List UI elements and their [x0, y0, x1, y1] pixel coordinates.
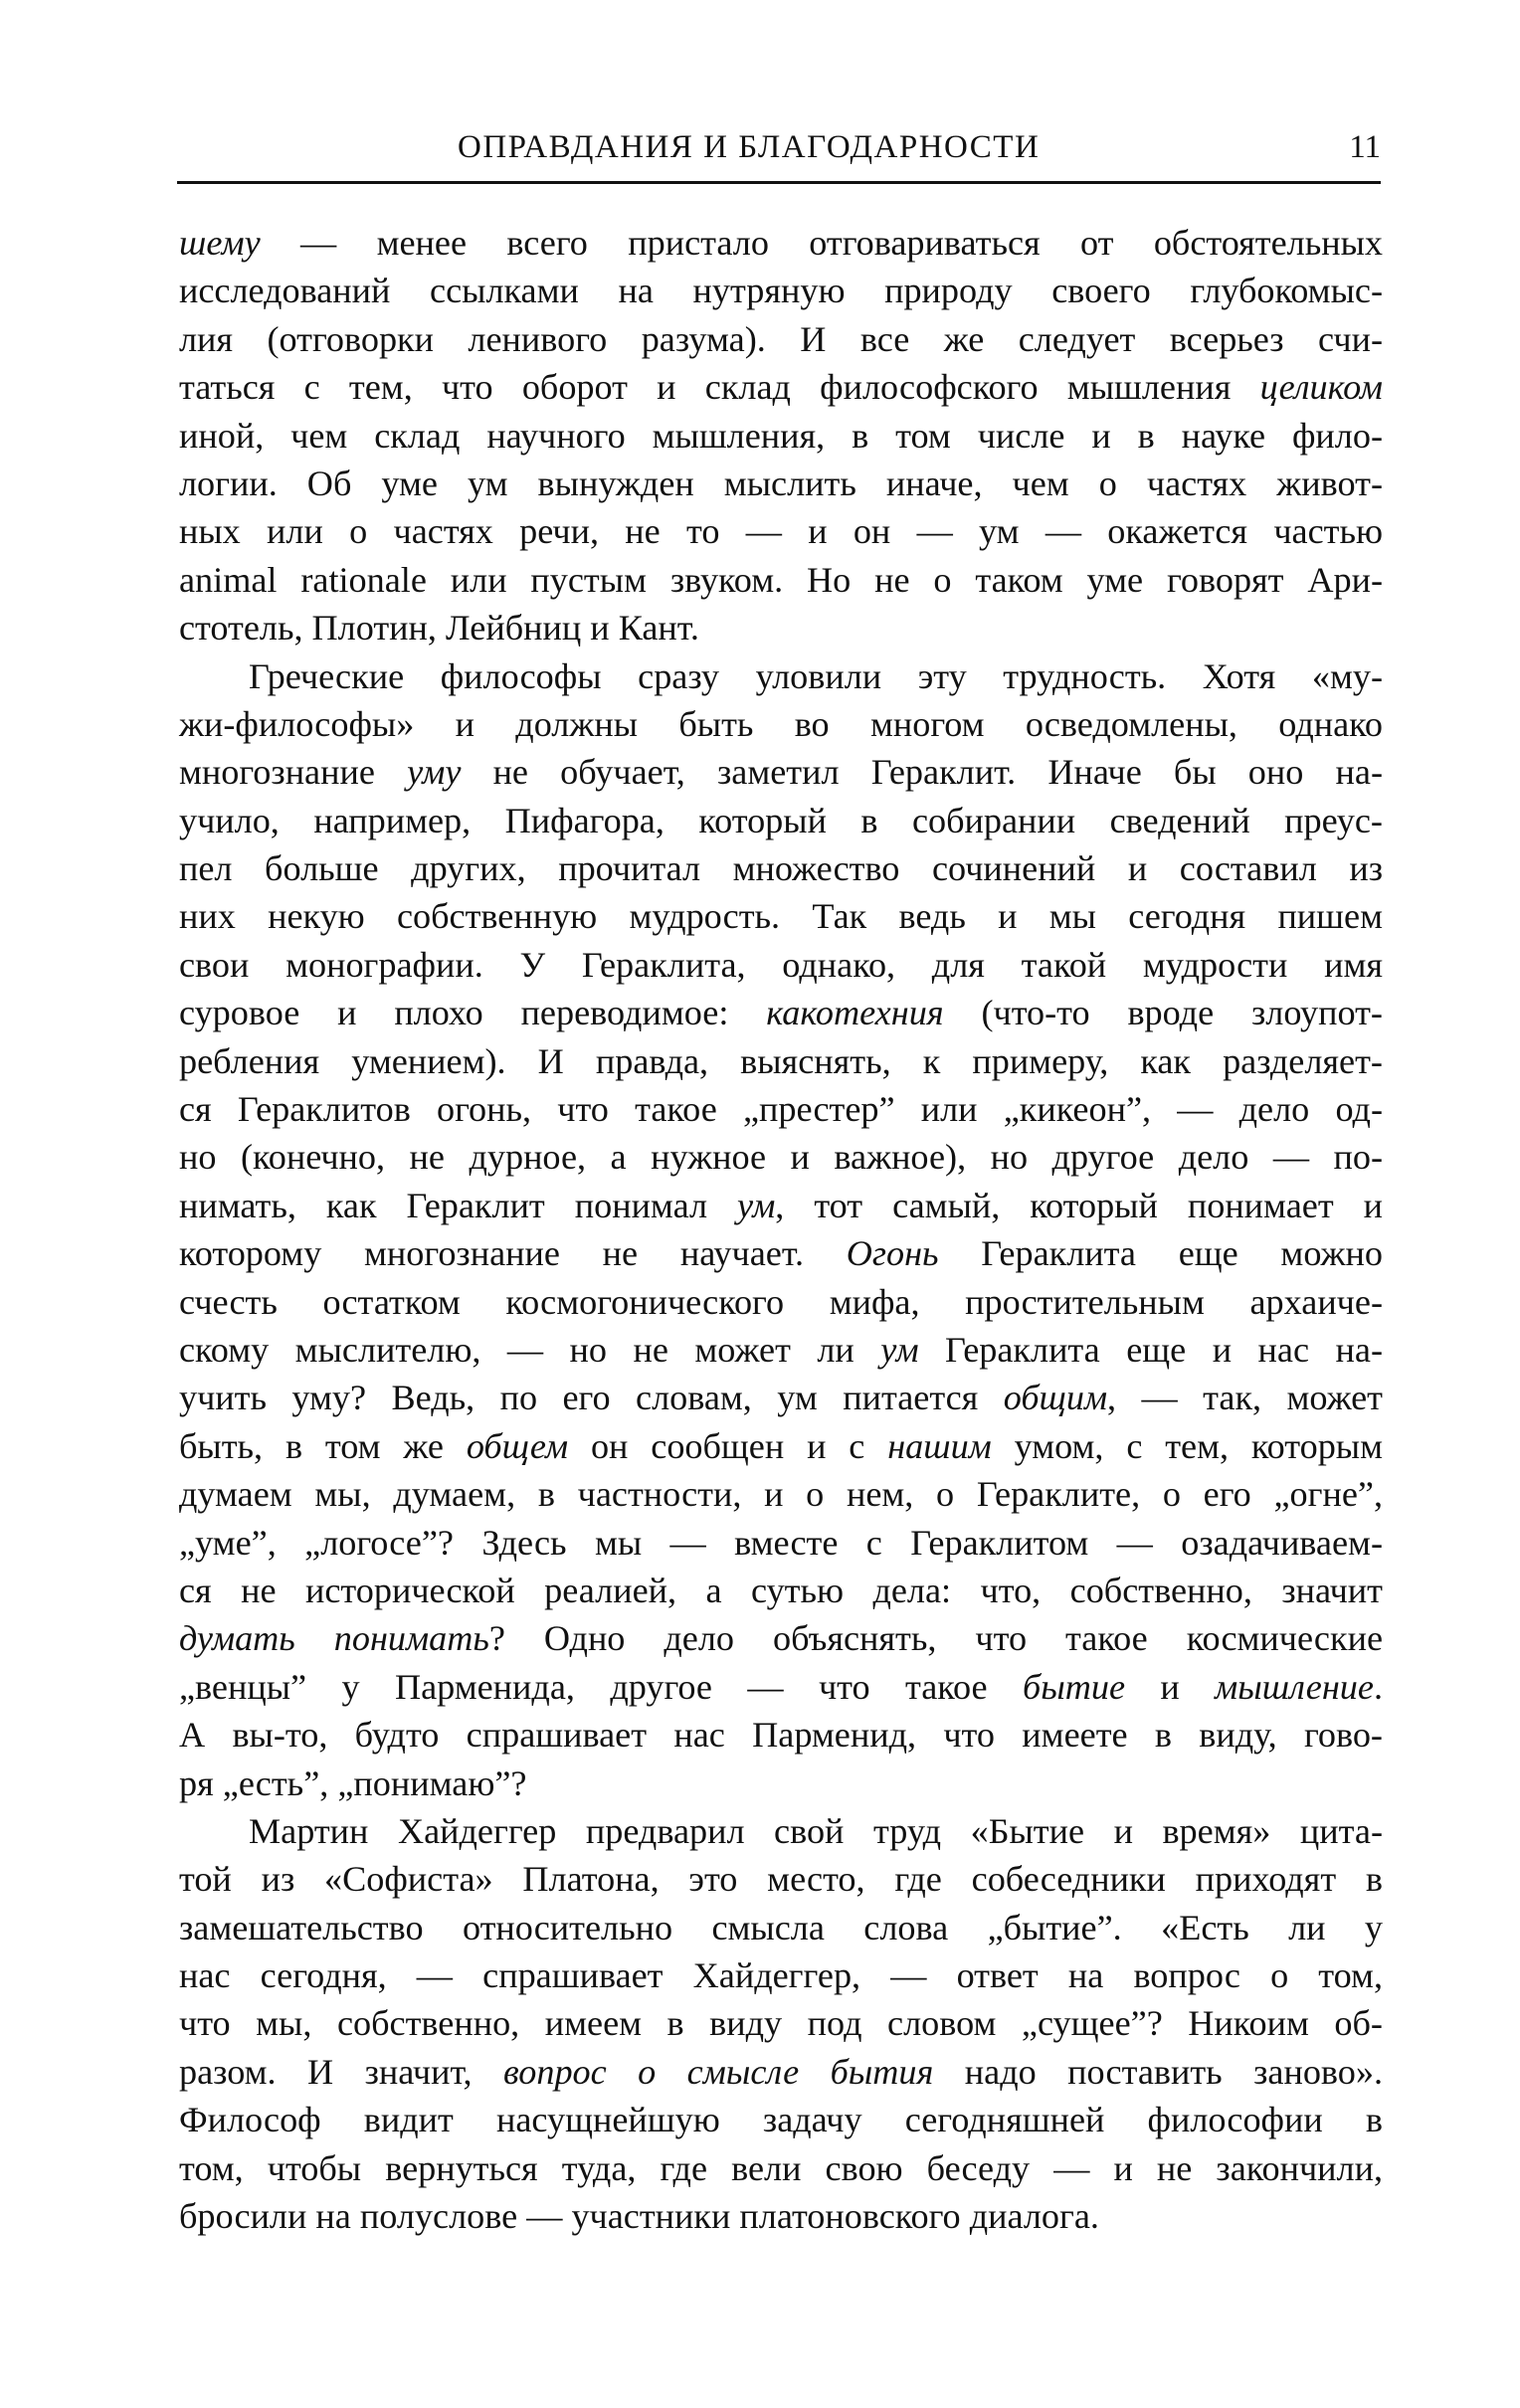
- text-line: [179, 1326, 1383, 1374]
- text-run: думаем мы, думаем, в частности, и о нем, о Гераклите, о его „огне”,: [179, 1474, 1383, 1515]
- italic-text: ум: [880, 1329, 919, 1370]
- text-line: [179, 941, 1383, 989]
- running-header: [177, 117, 1381, 184]
- text-run: той из «Софиста» Платона, это место, где собеседники приходят в: [179, 1859, 1383, 1900]
- italic-text: общим: [1003, 1378, 1108, 1418]
- text-run: А вы-то, будто спрашивает нас Парменид, что имеете в виду, гово-: [179, 1715, 1383, 1756]
- text-run: .: [1373, 1666, 1383, 1707]
- text-line: [179, 1519, 1383, 1567]
- text-run: умом, с тем, которым: [991, 1425, 1384, 1466]
- text-run: исследований ссылками на нутряную природу своего глубокомыс-: [179, 271, 1383, 311]
- text-line: [179, 989, 1383, 1036]
- text-line: [179, 1760, 1383, 1807]
- text-run: которому многознание не научает.: [179, 1233, 847, 1274]
- text-line: [179, 748, 1383, 796]
- text-line: [179, 1229, 1383, 1277]
- text-run: них некую собственную мудрость. Так ведь и мы сегодня пишем: [179, 896, 1383, 937]
- text-run: Гераклита еще и нас на-: [918, 1329, 1383, 1370]
- text-line: [179, 219, 1383, 267]
- text-run: жи-философы» и должны быть во многом осведомлены, однако: [179, 703, 1383, 744]
- text-line: [179, 844, 1383, 892]
- text-line: [179, 2048, 1383, 2096]
- running-title: ОПРАВДАНИЯ И БЛАГОДАРНОСТИ: [458, 129, 1041, 165]
- text-run: счесть остатком космогонического мифа, простительным архаиче-: [179, 1281, 1383, 1322]
- text-line: [179, 797, 1383, 844]
- italic-text: Огонь: [846, 1233, 939, 1274]
- text-run: учило, например, Пифагора, который в собирании сведений преус-: [179, 800, 1383, 840]
- text-run: иной, чем склад научного мышления, в том числе и в науке фило-: [179, 415, 1383, 456]
- text-line: [179, 700, 1383, 748]
- text-run: , — так, может: [1107, 1378, 1383, 1418]
- text-line: [179, 1614, 1383, 1662]
- text-run: Философ видит насущнейшую задачу сегодняшней философии в: [179, 2100, 1383, 2140]
- text-run: ребления умением). И правда, выяснять, к примеру, как разделяет-: [179, 1040, 1383, 1081]
- text-run: том, чтобы вернуться туда, где вели свою беседу — и не закончили,: [179, 2147, 1383, 2188]
- text-run: не обучает, заметил Гераклит. Иначе бы оно на-: [461, 752, 1383, 793]
- text-run: Гераклита еще можно: [938, 1233, 1383, 1274]
- text-run: ря „есть”, „понимаю”?: [179, 1762, 527, 1803]
- italic-text: вопрос о смысле бытия: [503, 2051, 934, 2092]
- italic-text: шему: [179, 223, 261, 263]
- text-line: [179, 1711, 1383, 1759]
- text-run: ных или о частях речи, не то — и он — ум — окажется частью: [179, 511, 1383, 552]
- text-run: скому мыслителю, — но не может ли: [179, 1329, 881, 1370]
- text-run: надо поставить заново».: [933, 2051, 1383, 2092]
- italic-text: мышление: [1215, 1666, 1374, 1707]
- text-line: [179, 892, 1383, 940]
- text-run: свои монографии. У Гераклита, однако, для такой мудрости имя: [179, 944, 1383, 985]
- text-line: [179, 2192, 1383, 2240]
- text-line: [179, 412, 1383, 460]
- text-line: [179, 1904, 1383, 1951]
- text-line: [179, 556, 1383, 604]
- text-line: [179, 604, 1383, 651]
- text-line: [179, 1567, 1383, 1614]
- text-run: и: [1125, 1666, 1216, 1707]
- text-line: [179, 1085, 1383, 1133]
- text-line: [179, 1278, 1383, 1326]
- text-run: ся Гераклитов огонь, что такое „престер” или „кикеон”, — дело од-: [179, 1089, 1383, 1130]
- italic-text: ум: [737, 1185, 776, 1225]
- text-line: [179, 1663, 1383, 1711]
- text-run: „уме”, „логосе”? Здесь мы — вместе с Гераклитом — озадачиваем-: [179, 1522, 1383, 1563]
- italic-text: целиком: [1259, 367, 1383, 408]
- text-line: [179, 507, 1383, 555]
- italic-text: какотехния: [766, 993, 944, 1033]
- text-run: нас сегодня, — спрашивает Хайдеггер, — ответ на вопрос о том,: [179, 1955, 1383, 1996]
- text-run: (что-то вроде злоупот-: [943, 993, 1383, 1033]
- italic-text: уму: [407, 752, 462, 793]
- text-line: [179, 1855, 1383, 1903]
- text-line: [179, 1470, 1383, 1518]
- text-line: [179, 1182, 1383, 1229]
- italic-text: бытие: [1023, 1666, 1126, 1707]
- italic-text: думать понимать: [179, 1618, 489, 1659]
- text-line: [179, 1374, 1383, 1421]
- text-run: таться с тем, что оборот и склад философского мышления: [179, 367, 1260, 408]
- text-line: [179, 267, 1383, 314]
- text-run: — менее всего пристало отговариваться от обстоятельных: [260, 223, 1383, 263]
- text-run: Греческие философы сразу уловили эту трудность. Хотя «му-: [249, 655, 1383, 696]
- text-run: , тот самый, который понимает и: [775, 1185, 1383, 1225]
- text-run: он сообщен и с: [568, 1425, 888, 1466]
- text-run: учить уму? Ведь, по его словам, ум питается: [179, 1378, 1004, 1418]
- text-line: [179, 460, 1383, 507]
- italic-text: нашим: [887, 1425, 992, 1466]
- text-run: логии. Об уме ум вынужден мыслить иначе, чем о частях живот-: [179, 463, 1383, 503]
- text-line: [179, 1133, 1383, 1181]
- text-run: „венцы” у Парменида, другое — что такое: [179, 1666, 1024, 1707]
- text-line: [179, 652, 1383, 700]
- text-run: стотель, Плотин, Лейбниц и Кант.: [179, 608, 699, 648]
- text-run: ? Одно дело объяснять, что такое космические: [488, 1618, 1384, 1659]
- text-run: animal rationale или пустым звуком. Но не о таком уме говорят Ари-: [179, 559, 1383, 600]
- page-number: 11: [1349, 129, 1381, 165]
- text-run: пел больше других, прочитал множество сочинений и составил из: [179, 848, 1383, 889]
- text-line: [179, 363, 1383, 411]
- paragraph: [179, 219, 1383, 652]
- text-line: [179, 1807, 1383, 1855]
- text-line: [179, 1999, 1383, 2047]
- text-run: нимать, как Гераклит понимал: [179, 1185, 738, 1225]
- text-line: [179, 315, 1383, 363]
- text-run: бросили на полуслове — участники платоновского диалога.: [179, 2196, 1099, 2237]
- text-run: лия (отговорки ленивого разума). И все же следует всерьез счи-: [179, 318, 1383, 359]
- paragraph: [179, 652, 1383, 1807]
- body-text: [179, 219, 1383, 2240]
- text-run: Мартин Хайдеггер предварил свой труд «Бытие и время» цита-: [249, 1810, 1383, 1851]
- text-run: многознание: [179, 752, 408, 793]
- text-run: замешательство относительно смысла слова „бытие”. «Есть ли у: [179, 1907, 1383, 1947]
- italic-text: общем: [466, 1425, 569, 1466]
- text-line: [179, 1037, 1383, 1085]
- paragraph: [179, 1807, 1383, 2241]
- text-run: что мы, собственно, имеем в виду под словом „сущее”? Никоим об-: [179, 2003, 1383, 2044]
- text-line: [179, 1951, 1383, 1999]
- text-line: [179, 2144, 1383, 2192]
- text-line: [179, 2096, 1383, 2143]
- text-run: разом. И значит,: [179, 2051, 504, 2092]
- text-run: но (конечно, не дурное, а нужное и важное), но другое дело — по-: [179, 1137, 1383, 1178]
- text-run: суровое и плохо переводимое:: [179, 993, 767, 1033]
- text-run: ся не исторической реалией, а сутью дела: что, собственно, значит: [179, 1570, 1383, 1610]
- text-run: быть, в том же: [179, 1425, 467, 1466]
- text-line: [179, 1422, 1383, 1470]
